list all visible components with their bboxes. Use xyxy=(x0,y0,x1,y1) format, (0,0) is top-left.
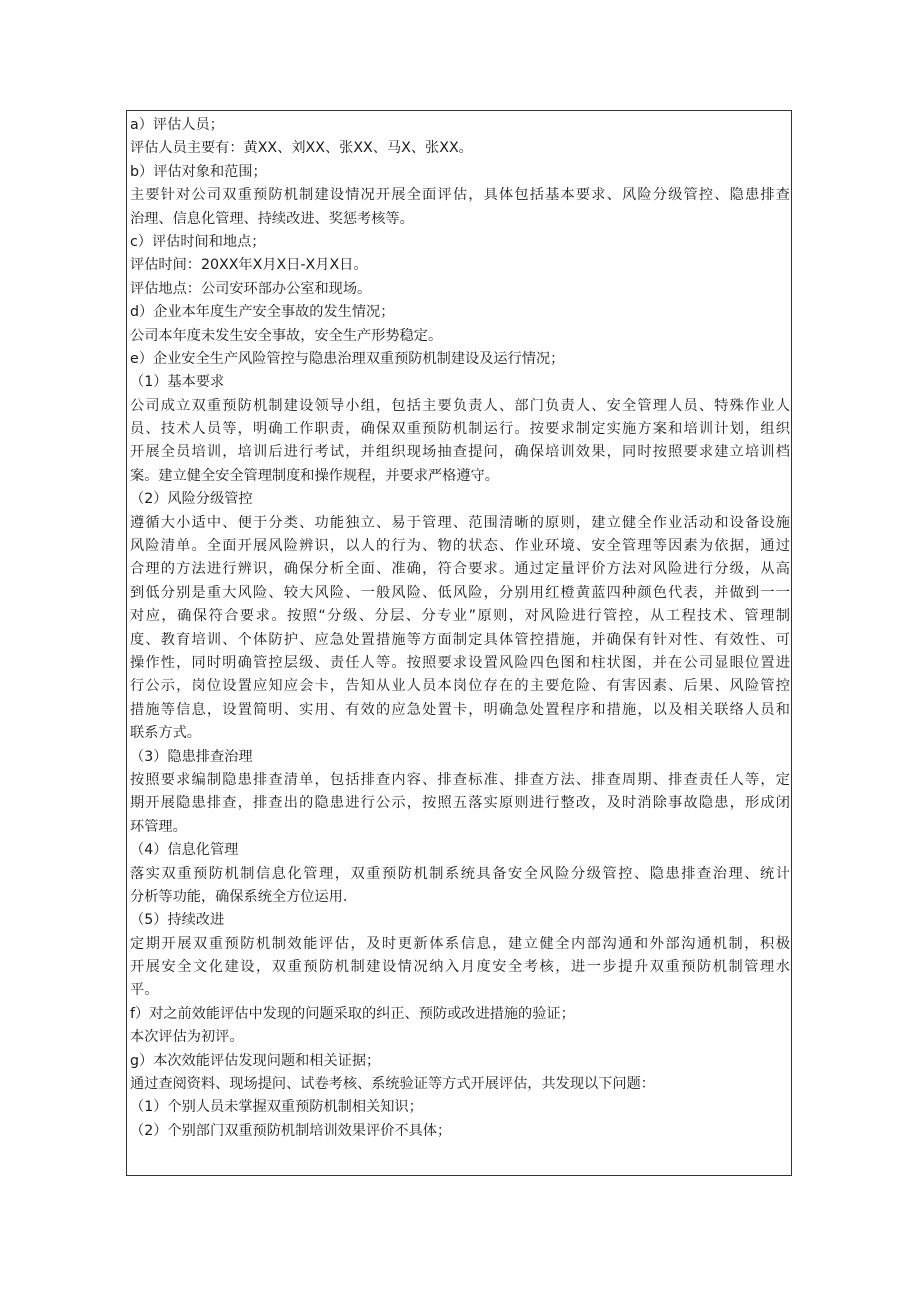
heading-f: f）对之前效能评估中发现的问题采取的纠正、预防或改进措施的验证； xyxy=(130,1005,575,1022)
heading-b: b）评估对象和范围； xyxy=(130,163,267,180)
text-line: 按照要求编制隐患排查清单，包括排查内容、排查标准、排查方法、排查周期、排查责任人等，定 xyxy=(130,771,790,788)
text-line: 公司本年度未发生安全事故，安全生产形势稳定。 xyxy=(130,327,443,344)
text-line: 公司成立双重预防机制建设领导小组，包括主要负责人、部门负责人、安全管理人员、特殊作业人 xyxy=(130,397,790,414)
heading-g: g）本次效能评估发现问题和相关证据； xyxy=(130,1052,381,1069)
text-line: 平。 xyxy=(130,982,159,999)
text-line: 落实双重预防机制信息化管理，双重预防机制系统具备安全风险分级管控、隐患排查治理、统计 xyxy=(130,865,790,882)
subheading-1: （1）基本要求 xyxy=(130,374,225,391)
text-line: 定期开展双重预防机制效能评估，及时更新体系信息，建立健全内部沟通和外部沟通机制，积极 xyxy=(130,935,790,952)
heading-c: c）评估时间和地点； xyxy=(130,233,266,250)
heading-d: d）企业本年度生产安全事故的发生情况； xyxy=(130,304,395,321)
text-line: 操作性，同时明确管控层级、责任人等。按照要求设置风险四色图和柱状图，并在公司显眼位置进 xyxy=(130,654,790,671)
text-line: 措施等信息，设置简明、实用、有效的应急处置卡，明确急处置程序和措施，以及相关联络人员和 xyxy=(130,701,790,718)
text-line: 开展全员培训，培训后进行考试，并组织现场抽查提问，确保培训效果，同时按照要求建立培训档 xyxy=(130,444,790,461)
text-line: 度、教育培训、个体防护、应急处置措施等方面制定具体管控措施，并确保有针对性、有效性、可 xyxy=(130,631,790,648)
text-line: 风险清单。全面开展风险辨识，以人的行为、物的状态、作业环境、安全管理等因素为依据，通过 xyxy=(130,538,790,555)
text-line: 开展安全文化建设，双重预防机制建设情况纳入月度安全考核，进一步提升双重预防机制管理水 xyxy=(130,959,790,976)
issue-item-2: （2）个别部门双重预防机制培训效果评价不具体； xyxy=(130,1122,452,1139)
text-line: 行公示，岗位设置应知应会卡，告知从业人员本岗位存在的主要危险、有害因素、后果、风险管控 xyxy=(130,678,790,695)
text-line: 评估地点：公司安环部办公室和现场。 xyxy=(130,280,372,297)
heading-e: e）企业安全生产风险管控与隐患治理双重预防机制建设及运行情况； xyxy=(130,350,565,367)
document-body xyxy=(130,114,790,1143)
subheading-5: （5）持续改进 xyxy=(130,912,225,929)
text-line: 到低分别是重大风险、较大风险、一般风险、低风险，分别用红橙黄蓝四种颜色代表，并做到一一 xyxy=(130,584,790,601)
text-line: 遵循大小适中、便于分类、功能独立、易于管理、范围清晰的原则，建立健全作业活动和设备设施 xyxy=(130,514,790,531)
subheading-4: （4）信息化管理 xyxy=(130,842,239,859)
text-line: 通过查阅资料、现场提问、试卷考核、系统验证等方式开展评估，共发现以下问题： xyxy=(130,1076,655,1093)
text-line: 评估时间：20XX年X月X日-X月X日。 xyxy=(130,257,368,274)
text-line: 对应，确保符合要求。按照“分级、分层、分专业”原则，对风险进行管控，从工程技术、管理制 xyxy=(130,608,790,625)
text-line: 本次评估为初评。 xyxy=(130,1029,244,1046)
text-line: 合理的方法进行辨识，确保分析全面、准确，符合要求。通过定量评价方法对风险进行分级，从高 xyxy=(130,561,790,578)
text-line: 分析等功能，确保系统全方位运用. xyxy=(130,888,348,905)
text-line: 案。建立健全安全管理制度和操作规程，并要求严格遵守。 xyxy=(130,467,499,484)
text-line: 治理、信息化管理、持续改进、奖惩考核等。 xyxy=(130,210,414,227)
text-line: 环管理。 xyxy=(130,818,187,835)
text-line: 联系方式。 xyxy=(130,725,201,742)
subheading-3: （3）隐患排查治理 xyxy=(130,748,253,765)
issue-item-1: （1）个别人员未掌握双重预防机制相关知识； xyxy=(130,1099,423,1116)
text-line: 主要针对公司双重预防机制建设情况开展全面评估，具体包括基本要求、风险分级管控、隐患排查 xyxy=(130,187,790,204)
text-line: 期开展隐患排查，排查出的隐患进行公示，按照五落实原则进行整改，及时消除事故隐患，形成闭 xyxy=(130,795,790,812)
text-line: 员、技术人员等，明确工作职责，确保双重预防机制运行。按要求制定实施方案和培训计划，组织 xyxy=(130,421,790,438)
text-line: 评估人员主要有：黄XX、刘XX、张XX、马X、张XX。 xyxy=(130,140,473,157)
subheading-2: （2）风险分级管控 xyxy=(130,491,253,508)
heading-a: a）评估人员； xyxy=(130,117,224,133)
